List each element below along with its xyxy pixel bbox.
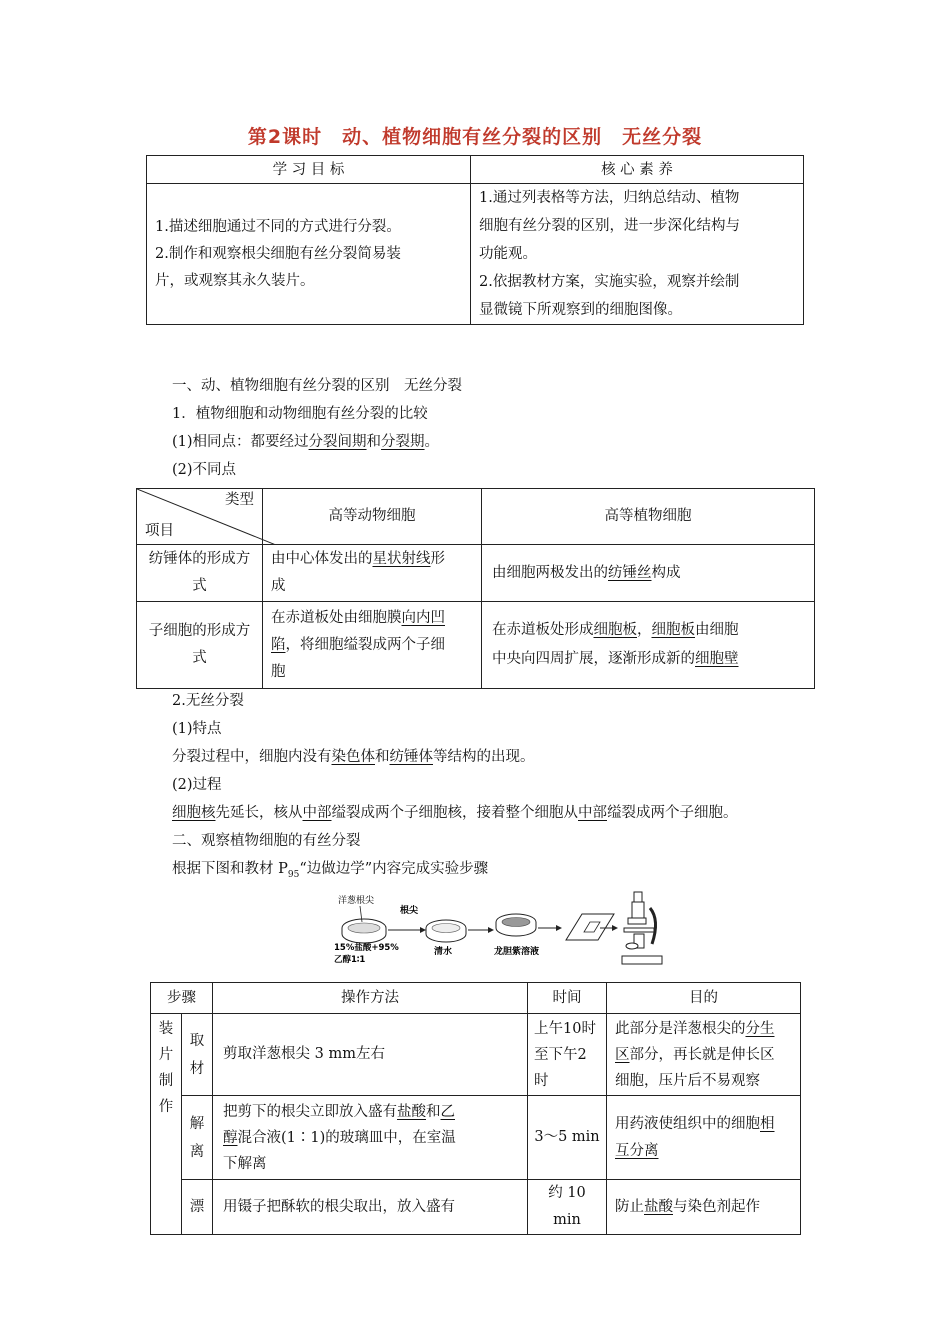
goals-right-line: 功能观。 — [479, 246, 537, 262]
text — [492, 616, 804, 645]
row1-label — [137, 545, 263, 602]
experiment-figure — [334, 888, 664, 968]
text: 成 — [271, 578, 286, 594]
answer: 盐酸 — [644, 1198, 673, 1215]
header-method: 操作方法 — [213, 983, 528, 1014]
same-points — [172, 432, 439, 452]
goals-left-cell — [147, 184, 471, 325]
corner-type: 类型 — [225, 492, 254, 508]
text: “边做边学”内容完成实验步骤 — [299, 861, 489, 877]
row1-animal — [263, 545, 482, 602]
answer: 互分离 — [615, 1142, 659, 1159]
text: 制 — [158, 1073, 174, 1089]
text: 和 — [375, 749, 390, 765]
text: 纺锤体的形成方 — [148, 551, 251, 567]
guide-text — [172, 859, 488, 885]
text: 和 — [366, 434, 382, 450]
answer: 细胞板 — [651, 622, 695, 638]
time-rinse: 约 10 min — [528, 1180, 607, 1235]
text: 时 — [534, 1072, 549, 1089]
label-onion: 洋葱根尖 — [338, 896, 375, 906]
answer: 染色体 — [331, 749, 375, 765]
header-goal: 目的 — [607, 983, 801, 1014]
goals-right-line: 显微镜下所观察到的细胞图像。 — [479, 302, 682, 318]
text: 等结构的出现。 — [433, 749, 535, 765]
answer: 星状射线 — [372, 551, 431, 567]
text: 在赤道板处形成 — [492, 622, 594, 638]
text: 此部分是洋葱根尖的 — [615, 1020, 746, 1037]
answer: 分生 — [745, 1020, 775, 1037]
answer: 盐酸 — [397, 1103, 426, 1120]
text — [271, 632, 473, 659]
method-sampling: 剪取洋葱根尖 3 mm左右 — [213, 1014, 528, 1096]
text: 混合液(1∶1)的玻璃皿中，在室温 — [237, 1129, 456, 1146]
microscope-icon — [622, 892, 662, 964]
dish-stain-icon — [496, 914, 536, 936]
text: 防止 — [615, 1198, 644, 1215]
time-sampling — [528, 1014, 607, 1096]
text: 中央向四周扩展，逐渐形成新的 — [492, 651, 695, 667]
label-stain: 龙胆紫溶液 — [494, 947, 540, 957]
goals-header-left: 学 习 目 标 — [147, 156, 471, 184]
dish-water-icon — [426, 920, 466, 942]
text: 装 — [158, 1021, 174, 1037]
goals-table — [146, 155, 804, 325]
text: 胞 — [271, 663, 286, 680]
row1-plant — [482, 545, 815, 602]
slide-icon — [566, 914, 614, 940]
page-number: 95 — [287, 869, 300, 880]
step-sampling — [182, 1014, 213, 1096]
corner-cell — [137, 489, 263, 545]
goals-left-line: 1.描述细胞通过不同的方式进行分裂。 — [155, 218, 401, 235]
text: 形 — [430, 551, 445, 567]
header-time: 时间 — [528, 983, 607, 1014]
text: 与染色剂起作 — [673, 1198, 760, 1215]
section1-heading: 一、动、植物细胞有丝分裂的区别 无丝分裂 — [172, 378, 462, 394]
text: 。 — [424, 434, 440, 450]
answer: 细胞壁 — [695, 651, 739, 667]
text: 解 — [189, 1115, 205, 1132]
text: ，将细胞缢裂成两个子细 — [285, 636, 445, 653]
goals-right-line: 2.依据教材方案，实施实验，观察并绘制 — [479, 274, 740, 290]
text: 取 — [189, 1032, 205, 1049]
part2-heading: 二、观察植物细胞的有丝分裂 — [172, 833, 361, 849]
text: (1)相同点：都要经过 — [172, 434, 309, 450]
amitosis-heading: 2.无丝分裂 — [172, 693, 244, 709]
answer: 醇 — [223, 1129, 238, 1146]
text: 至下午2 — [534, 1046, 587, 1063]
goals-right-cell — [471, 184, 804, 325]
page-title: 第2课时 动、植物细胞有丝分裂的区别 无丝分裂 — [247, 126, 703, 148]
answer: 向内凹 — [401, 609, 445, 626]
text — [271, 546, 473, 573]
text — [223, 1099, 517, 1125]
col-plant: 高等植物细胞 — [482, 489, 815, 545]
text: 缢裂成两个子细胞。 — [607, 805, 738, 821]
answer: 分裂期 — [381, 434, 425, 450]
text: 构成 — [651, 564, 681, 581]
text: 式 — [192, 650, 207, 666]
text: 式 — [192, 578, 207, 594]
text: 子细胞的形成方 — [148, 623, 251, 639]
text — [615, 1111, 792, 1138]
answer: 中部 — [578, 805, 607, 821]
text: 在赤道板处由细胞膜 — [271, 609, 402, 626]
time-dissociation: 3～5 min — [528, 1096, 607, 1180]
text — [615, 1138, 792, 1165]
answer: 细胞板 — [593, 622, 637, 638]
goals-right-line: 细胞有丝分裂的区别，进一步深化结构与 — [479, 218, 740, 234]
text: 上午10时 — [534, 1020, 596, 1037]
row2-plant — [482, 602, 815, 689]
row2-animal — [263, 602, 482, 689]
feature-text — [172, 747, 535, 767]
step-dissociation — [182, 1096, 213, 1180]
answer: 陷 — [271, 636, 286, 653]
text: 细胞，压片后不易观察 — [615, 1072, 760, 1089]
answer: 中部 — [302, 805, 332, 821]
process-text — [172, 803, 738, 823]
compare-table — [136, 488, 815, 689]
label-root: 根尖 — [400, 906, 419, 916]
answer: 纺锤丝 — [608, 564, 652, 581]
col-animal: 高等动物细胞 — [263, 489, 482, 545]
text: 先延长，核从 — [215, 805, 303, 821]
label-water: 清水 — [434, 947, 453, 957]
text: 下解离 — [223, 1155, 267, 1172]
text: 片 — [158, 1047, 174, 1063]
text: 材 — [189, 1060, 205, 1077]
text — [615, 1042, 792, 1068]
text: 由细胞 — [695, 622, 739, 638]
text: 作 — [158, 1099, 174, 1115]
goal-dissociation — [607, 1096, 801, 1180]
text: 部分，再长就是伸长区 — [629, 1046, 775, 1063]
dish-acid-icon — [342, 919, 386, 943]
text: ， — [637, 622, 652, 638]
goals-left-line: 片，或观察其永久装片。 — [155, 272, 315, 289]
text — [271, 605, 473, 632]
text: 分裂过程中，细胞内没有 — [172, 749, 332, 765]
method-rinse: 用镊子把酥软的根尖取出，放入盛有 — [213, 1180, 528, 1235]
section1-sub1: 1．植物细胞和动物细胞有丝分裂的比较 — [172, 406, 428, 422]
text: 离 — [189, 1143, 205, 1160]
diff-points: (2)不同点 — [172, 462, 237, 478]
answer: 细胞核 — [172, 805, 216, 821]
step-rinse: 漂 — [182, 1180, 213, 1235]
method-dissociation — [213, 1096, 528, 1180]
goals-right-line: 1.通过列表格等方法，归纳总结动、植物 — [479, 190, 740, 206]
process-heading: (2)过程 — [172, 777, 222, 793]
answer: 乙 — [440, 1103, 455, 1120]
goals-left-line: 2.制作和观察根尖细胞有丝分裂简易装 — [155, 245, 401, 262]
text: 由中心体发出的 — [271, 551, 373, 567]
group-slide-making — [151, 1014, 182, 1235]
answer: 分裂间期 — [308, 434, 367, 450]
row2-label — [137, 602, 263, 689]
answer: 区 — [615, 1046, 630, 1063]
goals-header-right: 核 心 素 养 — [471, 156, 804, 184]
label-acid: 15%盐酸+95% — [334, 943, 399, 953]
text: 用药液使组织中的细胞 — [615, 1115, 760, 1132]
label-acid2: 乙醇1∶1 — [334, 955, 366, 965]
text — [615, 1016, 792, 1042]
text — [492, 645, 804, 674]
goal-rinse — [607, 1180, 801, 1235]
text: 缢裂成两个子细胞核，接着整个细胞从 — [331, 805, 578, 821]
text — [223, 1125, 517, 1151]
steps-table — [150, 982, 801, 1235]
text: 把剪下的根尖立即放入盛有 — [223, 1103, 397, 1120]
answer: 纺锤体 — [389, 749, 433, 765]
goal-sampling — [607, 1014, 801, 1096]
header-step: 步骤 — [151, 983, 213, 1014]
text: 根据下图和教材 P — [172, 861, 288, 877]
corner-item: 项目 — [145, 523, 174, 539]
text: 和 — [426, 1103, 441, 1120]
feature-heading: (1)特点 — [172, 721, 222, 737]
text: 由细胞两极发出的 — [492, 564, 608, 581]
answer: 相 — [760, 1115, 775, 1132]
